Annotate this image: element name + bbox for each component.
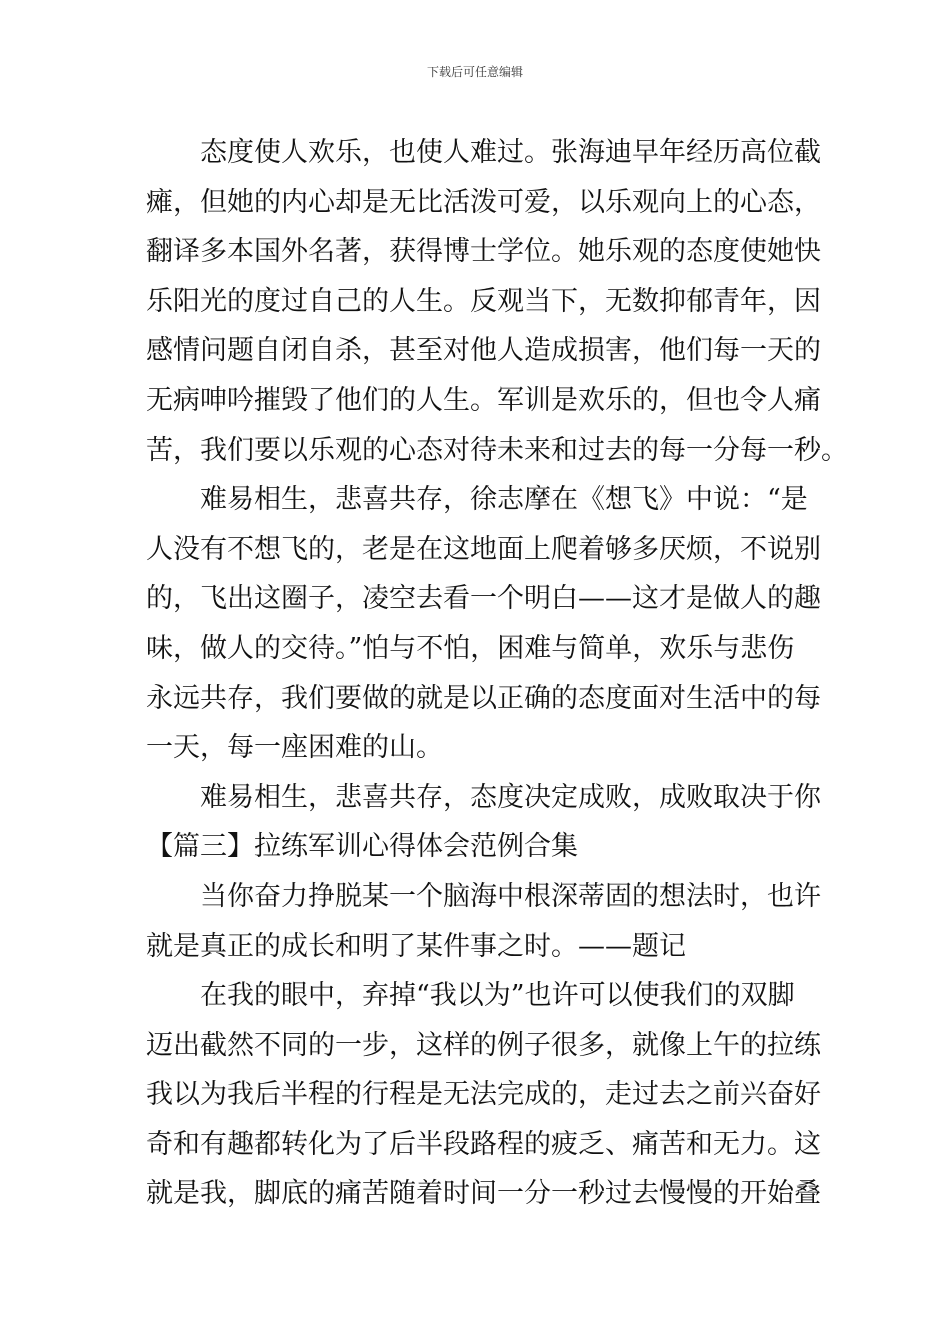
text-line: 在我的眼中，弃掉“我以为”也许可以使我们的双脚 — [200, 980, 795, 1012]
text-line: 苦，我们要以乐观的心态对待未来和过去的每一分每一秒。 — [146, 434, 848, 466]
text-line: 永远共存，我们要做的就是以正确的态度面对生活中的每 — [146, 682, 821, 714]
text-line: 感情问题自闭自杀，甚至对他人造成损害，他们每一天的 — [146, 335, 821, 367]
text-line: 无病呻吟摧毁了他们的人生。军训是欢乐的，但也令人痛 — [146, 384, 821, 416]
text-line: 迈出截然不同的一步，这样的例子很多，就像上午的拉练 — [146, 1029, 821, 1061]
text-line: 人没有不想飞的，老是在这地面上爬着够多厌烦，不说别 — [146, 533, 821, 565]
text-line: 一天，每一座困难的山。 — [146, 732, 443, 764]
text-line: 当你奋力挣脱某一个脑海中根深蒂固的想法时，也许 — [200, 880, 821, 912]
text-line: 就是真正的成长和明了某件事之时。——题记 — [146, 930, 686, 962]
text-line: 难易相生，悲喜共存，态度决定成败，成败取决于你 — [200, 781, 821, 813]
document-body — [146, 128, 848, 1219]
section-heading: 【篇三】拉练军训心得体会范例合集 — [146, 831, 578, 863]
text-line: 乐阳光的度过自己的人生。反观当下，无数抑郁青年，因 — [146, 285, 821, 317]
text-line: 难易相生，悲喜共存，徐志摩在《想飞》中说：“是 — [200, 484, 808, 516]
text-line: 瘫，但她的内心却是无比活泼可爱，以乐观向上的心态， — [146, 186, 821, 218]
text-line: 态度使人欢乐，也使人难过。张海迪早年经历高位截 — [200, 137, 821, 168]
page-header: 下载后可任意编辑 — [426, 65, 523, 79]
text-line: 味，做人的交待。”怕与不怕，困难与简单，欢乐与悲伤 — [146, 632, 795, 664]
text-line: 我以为我后半程的行程是无法完成的，走过去之前兴奋好 — [146, 1079, 821, 1111]
text-line: 翻译多本国外名著，获得博士学位。她乐观的态度使她快 — [146, 236, 821, 268]
text-line: 的，飞出这圈子，凌空去看一个明白——这才是做人的趣 — [146, 583, 821, 615]
text-line: 就是我，脚底的痛苦随着时间一分一秒过去慢慢的开始叠 — [146, 1178, 821, 1210]
text-line: 奇和有趣都转化为了后半段路程的疲乏、痛苦和无力。这 — [146, 1128, 821, 1160]
